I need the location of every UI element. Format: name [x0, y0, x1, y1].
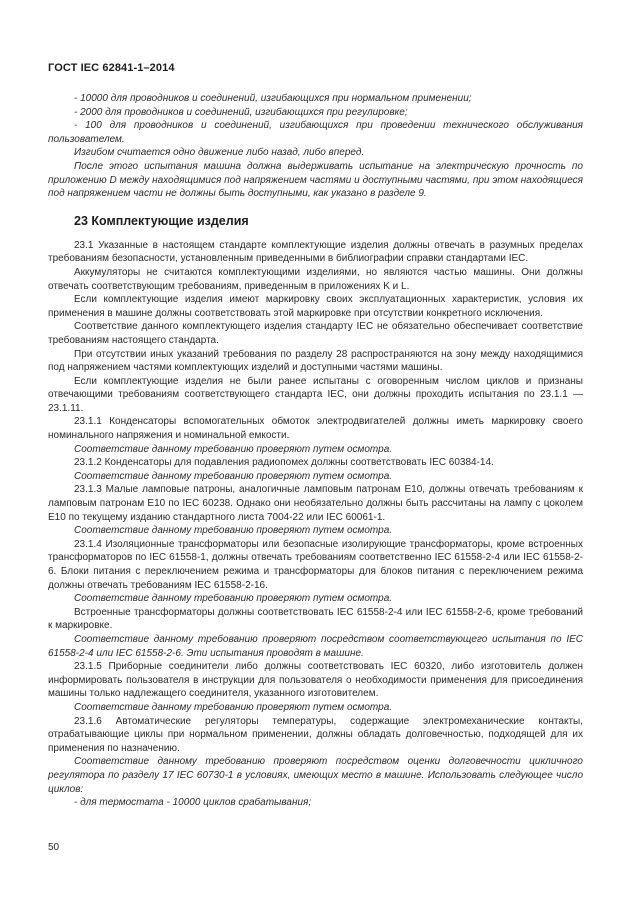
italic-paragraph: - 100 для проводников и соединений, изгибающихся при проведении технического обслуживания пользователем. [48, 120, 583, 145]
italic-paragraph: Соответствие данному требованию проверяют посредством оценки долговечности цикличного регулятора по разделу 17 IEC 60730-1 в условиях, имеющих место в машине. Использовать следующее число циклов: [48, 756, 583, 795]
italic-paragraph: Соответствие данному требованию проверяют путем осмотра. [74, 593, 393, 605]
paragraph: 23.1.2 Конденсаторы для подавления радиопомех должны соответствовать IEC 60384-14. [74, 457, 494, 469]
paragraph: Если комплектующие изделия не были ранее испытаны с оговоренным числом циклов и признаны отвечающими требованиям соответствующего стандарта IEC, они должны проходить испытания по 23.1.1 — 23.1.11. [48, 375, 583, 414]
italic-paragraph: Соответствие данному требованию проверяют путем осмотра. [74, 470, 393, 482]
document-body [48, 92, 583, 810]
section-heading: 23 Комплектующие изделия [74, 213, 249, 228]
italic-paragraph: Соответствие данному требованию проверяют путем осмотра. [74, 525, 393, 537]
paragraph: Встроенные трансформаторы должны соответствовать IEC 61558-2-4 или IEC 61558-2-6, кроме требований к маркировке. [48, 606, 583, 632]
italic-paragraph: Соответствие данному требованию проверяют посредством соответствующего испытания по IEC 61558-2-4 или IEC 61558-2-6. Эти испытания проводят в машине. [48, 633, 583, 659]
italic-paragraph: После этого испытания машина должна выдерживать испытание на электрическую прочность по приложению D между находящимися под напряжением частями и доступными частями, при этом находящиеся под напряжением части не должны быть доступными, как указано в разделе 9. [48, 160, 583, 200]
paragraph: 23.1.4 Изоляционные трансформаторы или безопасные изолирующие трансформаторы, кроме встроенных трансформаторов по IEC 61558-1, должны отвечать требованиям соответственно IEC 61558-2-4 или IEC 61558-2-6. Блоки питания с переключением режима и трансформаторы для блоков питания с переключением режима должны отвечать требованиям IEC 61558-2-16. [48, 538, 583, 591]
paragraph: 23.1.5 Приборные соединители либо должны соответствовать IEC 60320, либо изготовитель должен информировать пользователя в инструкции для пользователя о необходимости применения для присоединения машины только надлежащего соединителя, указанного изготовителем. [48, 661, 583, 700]
italic-paragraph: Соответствие данному требованию проверяют путем осмотра. [74, 443, 393, 455]
italic-paragraph: - 2000 для проводников и соединений, изгибающихся при регулировке; [74, 106, 408, 118]
document-header: ГОСТ IEC 62841-1–2014 [48, 62, 175, 74]
italic-paragraph: Изгибом считается одно движение либо назад, либо вперед. [74, 147, 365, 159]
italic-paragraph: - для термостата - 10000 циклов срабатывания; [74, 797, 312, 809]
paragraph: При отсутствии иных указаний требования по разделу 28 распространяются на зону между находящимися под напряжением частями комплектующих изделий и доступными частями машины. [48, 348, 583, 374]
paragraph: Аккумуляторы не считаются комплектующими изделиями, но являются частью машины. Они должны отвечать соответствующим требованиям, приведенным в приложениях K и L. [48, 266, 583, 292]
paragraph: 23.1 Указанные в настоящем стандарте комплектующие изделия должны отвечать в разумных пределах требованиям безопасности, установленным приведенными в библиографии справки стандартами IEC. [48, 239, 583, 265]
italic-paragraph: Соответствие данному требованию проверяют путем осмотра. [74, 701, 393, 713]
page-number: 50 [48, 842, 60, 853]
paragraph: Если комплектующие изделия имеют маркировку своих эксплуатационных характеристик, условия их применения в машине должны соответствовать этой маркировке при отсутствии конкретного исключения. [48, 294, 583, 319]
paragraph: 23.1.1 Конденсаторы вспомогательных обмоток электродвигателей должны иметь маркировку своего номинального напряжения и номинальной емкости. [48, 416, 583, 442]
italic-paragraph: - 10000 для проводников и соединений, изгибающихся при нормальном применении; [74, 93, 472, 104]
paragraph: Соответствие данного комплектующего изделия стандарту IEC не обязательно обеспечивает соответствие требованиям настоящего стандарта. [48, 321, 583, 346]
paragraph: 23.1.6 Автоматические регуляторы температуры, содержащие электромеханические контакты, отрабатывающие циклы при нормальном применении, должны обладать долговечностью, подходящей для их применения по назначению. [48, 715, 583, 754]
paragraph: 23.1.3 Малые ламповые патроны, аналогичные ламповым патронам E10, должны отвечать требованиям к ламповым патронам E10 по IEC 60238. Однако они необязательно должны быть рассчитаны на лампу с цоколем E10 по текущему изданию стандартного листа 7004-22 или IEC 60061-1. [48, 484, 583, 523]
